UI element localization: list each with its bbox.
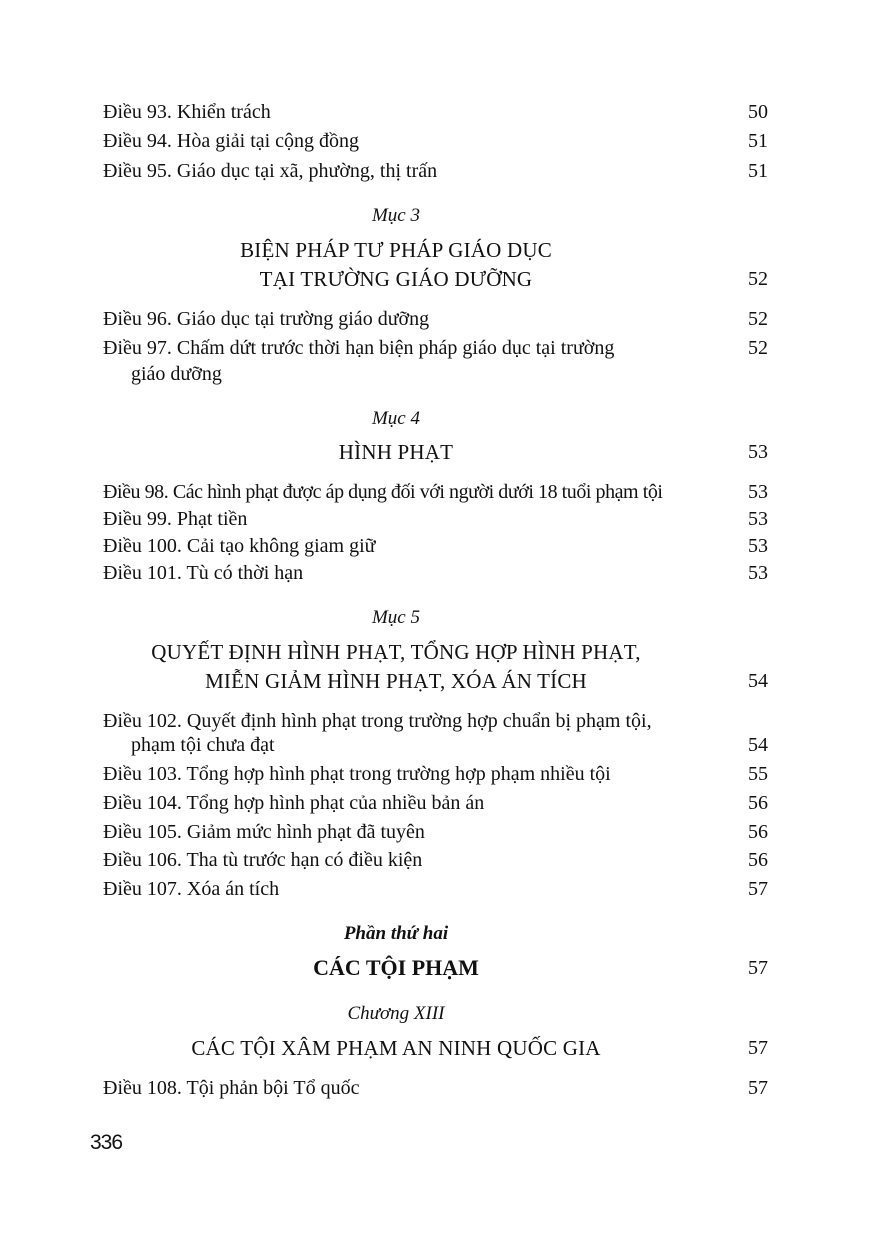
toc-entry-title: Điều 105. Giảm mức hình phạt đã tuyên: [103, 821, 425, 843]
section-title: HÌNH PHẠT: [338, 440, 454, 464]
part-page: 57: [748, 957, 768, 979]
toc-entry-continuation: phạm tội chưa đạt: [131, 734, 275, 756]
toc-entry-title: Điều 102. Quyết định hình phạt trong trường hợp chuẩn bị phạm tội,: [103, 710, 652, 732]
toc-entry-title: Điều 104. Tổng hợp hình phạt của nhiều bản án: [103, 792, 485, 814]
part-title: CÁC TỘI PHẠM: [313, 955, 479, 980]
section-label: Mục 3: [371, 205, 420, 226]
toc-entry-title: Điều 103. Tổng hợp hình phạt trong trường hợp phạm nhiều tội: [103, 763, 611, 785]
toc-entry-title: Điều 101. Tù có thời hạn: [103, 562, 304, 584]
toc-entry-title: Điều 98. Các hình phạt được áp dụng đối với người dưới 18 tuổi phạm tội: [103, 481, 663, 503]
section-title: QUYẾT ĐỊNH HÌNH PHẠT, TỔNG HỢP HÌNH PHẠT,: [151, 640, 641, 664]
toc-entry-title: Điều 99. Phạt tiền: [103, 508, 248, 530]
toc-entry-title: Điều 93. Khiển trách: [103, 101, 271, 123]
toc-entry-page: 53: [748, 481, 768, 503]
toc-entry-title: Điều 96. Giáo dục tại trường giáo dưỡng: [103, 308, 430, 330]
toc-entry-page: 53: [748, 508, 768, 530]
section-page: 52: [748, 268, 768, 290]
chapter-title: CÁC TỘI XÂM PHẠM AN NINH QUỐC GIA: [191, 1036, 601, 1060]
toc-entry-page: 51: [748, 130, 768, 152]
section-title: BIỆN PHÁP TƯ PHÁP GIÁO DỤC: [240, 238, 552, 262]
toc-entry-title: Điều 107. Xóa án tích: [103, 878, 280, 900]
toc-entry-page: 53: [748, 535, 768, 557]
toc-entry-page: 56: [748, 821, 768, 843]
toc-entry-page: 55: [748, 763, 768, 785]
toc-entry-page: 56: [748, 849, 768, 871]
section-page: 53: [748, 441, 768, 463]
toc-entry-page: 52: [748, 337, 768, 359]
chapter-label: Chương XIII: [347, 1003, 445, 1024]
toc-entry-page: 57: [748, 878, 768, 900]
chapter-page: 57: [748, 1037, 768, 1059]
toc-entry-page: 51: [748, 160, 768, 182]
toc-entry-page: 57: [748, 1077, 768, 1099]
toc-entry-title: Điều 94. Hòa giải tại cộng đồng: [103, 130, 360, 152]
section-label: Mục 5: [371, 607, 420, 628]
toc-entry-title: Điều 108. Tội phản bội Tổ quốc: [103, 1077, 360, 1099]
toc-entry-page: 53: [748, 562, 768, 584]
toc-entry-continuation: giáo dưỡng: [131, 363, 222, 385]
toc-entry-page: 54: [748, 734, 768, 756]
page-number: 336: [90, 1131, 123, 1154]
section-title: TẠI TRƯỜNG GIÁO DƯỠNG: [259, 267, 533, 291]
toc-entry-page: 50: [748, 101, 768, 123]
part-label: Phần thứ hai: [343, 923, 449, 944]
toc-entry-title: Điều 95. Giáo dục tại xã, phường, thị trấn: [103, 160, 438, 182]
toc-entry-page: 52: [748, 308, 768, 330]
section-title: MIỄN GIẢM HÌNH PHẠT, XÓA ÁN TÍCH: [205, 669, 587, 693]
toc-entry-title: Điều 97. Chấm dứt trước thời hạn biện pháp giáo dục tại trường: [103, 337, 615, 359]
section-page: 54: [748, 670, 768, 692]
section-label: Mục 4: [371, 408, 420, 429]
toc-entry-page: 56: [748, 792, 768, 814]
toc-entry-title: Điều 106. Tha tù trước hạn có điều kiện: [103, 849, 423, 871]
toc-entry-title: Điều 100. Cải tạo không giam giữ: [103, 535, 376, 557]
